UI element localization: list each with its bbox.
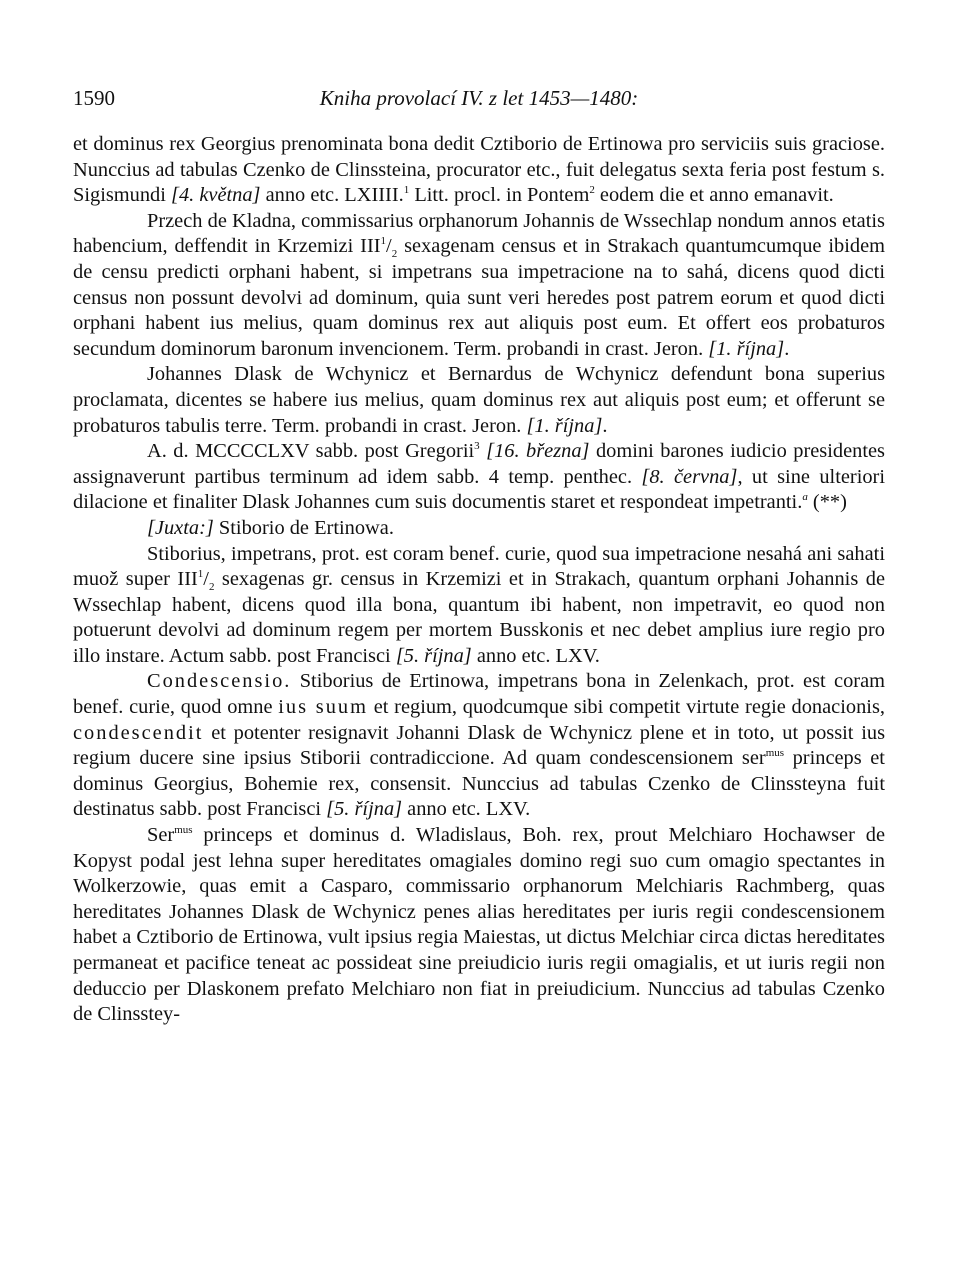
date-note: [8. června] <box>641 465 738 488</box>
text: (**) <box>807 491 847 514</box>
text: Johannes Dlask de Wchynicz et Bernardus de Wchynicz defendunt bona superius proclamata, dicentes se habere ius melius, quam dominus rex aut aliquis post eum; et offerunt se probaturos tabulis terre. Term. probandi in crast. Jeron. <box>73 363 885 437</box>
text: Przech de Kladna, commissarius orphanorum Johannis de Wssechlap nondum annos etatis habencium, deffendit in Krzemizi III <box>73 209 885 258</box>
footnote-ref: 2 <box>589 184 595 197</box>
text: princeps et dominus Georgius, Bohemie rex, consensit. Nunccius ad tabulas Czenko de Clinssteyna fuit destinatus sabb. post Francisci <box>73 747 885 821</box>
text: Ser <box>147 824 175 847</box>
paragraph-7 <box>73 669 885 823</box>
text: et regium, quodcumque sibi competit virtute regie donacionis, <box>367 696 885 719</box>
text: princeps et dominus d. Wladislaus, Boh. rex, prout Melchiaro Hochawser de Kopyst podal jest lehna super hereditates omagiales domino regi suo cum omagio spectantes in Wolkerzowie, quas emit a Casparo, commissario orphanorum Melchiaris Rachmberg, quas hereditates Johannes Dlask de Wchynicz penes alias hereditates per iuris regii condescensionem habet a Cztiborio de Ertinowa, vult ipsius regia Maiestas, ut dictus Melchiar circa dictas hereditates permaneat et pacifice teneat ac possideat sine preiudicio iuris regii omagialis, et ut iuris regii non deduccio per Dlaskonem prefato Melchiaro non fiat in preiudicium. Nunccius ad tabulas Czenko de Clinsstey- <box>73 824 885 1026</box>
fraction-numerator: 1 <box>380 235 387 248</box>
abbreviation-superscript: mus <box>174 824 193 837</box>
fraction-numerator: 1 <box>197 568 204 581</box>
date-note: [1. října] <box>708 337 785 360</box>
text: anno etc. LXV. <box>402 798 531 821</box>
marginal-label: [Juxta:] <box>147 516 214 539</box>
body-text <box>73 132 885 1028</box>
text: domini barones iudicio presidentes assignaverunt partibus terminum ad idem sabb. 4 temp. penthec. <box>73 440 885 488</box>
text: et dominus rex Georgius prenominata bona dedit Cztiborio de Ertinowa pro serviciis suis graciose. Nunccius ad tabulas Czenko de Clinssteina, procurator etc., fuit delegatus sexta feria post festum s. Sigismundi <box>73 133 885 207</box>
text: , ut sine ulteriori dilacione et finaliter Dlask Johannes cum suis documentis staret et respondeat impetranti. <box>73 465 886 514</box>
paragraph-5 <box>73 516 885 542</box>
text: et potenter resignavit Johanni Dlask de Wchynicz plene et in toto, ut possit ius regium ducere sine ipsius Stiborii contradiccione. Ad quam condescensionem ser <box>73 721 885 770</box>
text: anno etc. LXIIII. <box>260 184 404 207</box>
note-ref: a <box>802 491 808 504</box>
footnote-ref: 1 <box>403 184 410 197</box>
text: anno etc. LXV. <box>471 644 600 667</box>
paragraph-6 <box>73 542 885 670</box>
paragraph-2 <box>73 209 885 363</box>
page-number: 1590 <box>73 86 115 110</box>
text: eodem die et anno emanavit. <box>594 184 834 207</box>
abbreviation-superscript: mus <box>765 747 785 760</box>
text: Stiborius, impetrans, prot. est coram benef. curie, quod sua impetracione nesahá ani sahati muož super III <box>73 542 885 591</box>
text: sexagenas gr. census in Krzemizi et in Strakach, quantum orphani Johannis de Wssechlap habent, dicens quod illa bona, quantum ibi habent, non impetravit, eo quod non potuerunt devolvi ad dominum regem per mortem Busskonis et nec debet amplius iure regio pro illo instare. Actum sabb. post Francisci <box>73 568 885 667</box>
fraction-slash: / <box>203 568 209 591</box>
fraction-denominator: 2 <box>391 248 398 261</box>
date-note: [5. října] <box>395 644 472 667</box>
text: sexagenam census et in Strakach quantumcumque ibidem de censu predicti orphani habent, si impetrans sua impetracione na to sahá, dicens quod dicti census non possunt devolvi ad dominum, quia sunt veri heredes post patrem eorum et quod dicti orphani habent ius melius, quam dominus rex aut aliquis post eum. Et offert eos probaturos secundum dominorum baronum invencionem. Term. probandi in crast. Jeron. <box>73 235 885 360</box>
date-note: [5. října] <box>326 798 403 821</box>
date-note: [1. října] <box>526 414 603 437</box>
fraction-slash: / <box>386 235 392 258</box>
running-head <box>73 86 885 110</box>
text: Litt. procl. in Pontem <box>409 184 590 207</box>
paragraph-3 <box>73 362 885 439</box>
section-heading: Condescensio. <box>147 670 292 693</box>
text: Stiborio de Ertinowa. <box>213 516 394 539</box>
text: A. d. MCCCCLXV sabb. post Gregorii <box>147 440 475 463</box>
running-title: Kniha provolací IV. z let 1453—1480: <box>319 86 639 110</box>
text: . <box>784 337 790 360</box>
footnote-ref: 3 <box>474 440 480 453</box>
spaced-text: ius suum <box>278 696 368 719</box>
fraction-denominator: 2 <box>208 581 215 594</box>
text: Stiborius de Ertinowa, impetrans bona in Zelenkach, prot. est coram benef. curie, quod omne <box>73 670 885 719</box>
date-note: [4. května] <box>171 184 261 207</box>
date-note: [16. března] <box>479 440 590 463</box>
paragraph-8 <box>73 823 885 1028</box>
paragraph-4 <box>73 439 885 516</box>
spaced-text: condescendit <box>73 721 204 744</box>
text: . <box>602 414 608 437</box>
paragraph-1 <box>73 132 885 209</box>
